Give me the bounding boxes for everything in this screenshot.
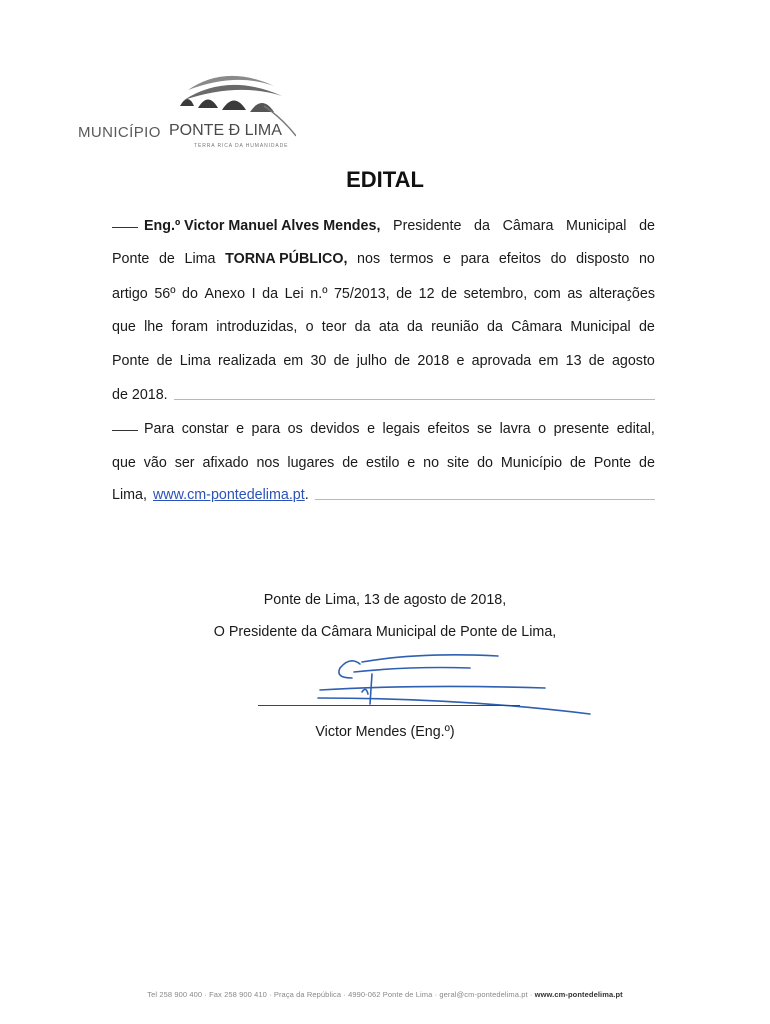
blank-line <box>112 419 138 431</box>
word: de <box>342 455 359 471</box>
logo-ponte-lima-text: PONTE Ð LIMA <box>169 122 282 139</box>
word: edital, <box>616 421 655 437</box>
word: reunião <box>431 319 479 335</box>
word: de <box>333 353 350 369</box>
paragraph1-line6 <box>112 385 655 405</box>
word: Municipal <box>566 218 627 234</box>
word: 2018 <box>417 353 450 369</box>
word: da <box>474 218 490 234</box>
word: setembro, <box>463 286 528 302</box>
word: Ponte <box>112 251 150 267</box>
handwritten-signature <box>300 648 600 724</box>
word: Ponte <box>593 455 632 471</box>
word: I <box>251 286 256 302</box>
word: introduzidas, <box>216 319 298 335</box>
paragraph1-line5 <box>112 351 655 371</box>
word: de <box>639 218 655 234</box>
word: efeitos <box>498 251 541 267</box>
word: para <box>251 421 281 437</box>
word: Câmara <box>502 218 554 234</box>
word: ser <box>174 455 195 471</box>
word: 30 <box>310 353 327 369</box>
word: realizada <box>218 353 277 369</box>
paragraph2-line3-suffix: . <box>304 487 309 503</box>
word: de <box>441 286 458 302</box>
word: e <box>236 421 245 437</box>
word: TORNA PÚBLICO, <box>225 251 348 267</box>
word: n.º <box>310 286 328 302</box>
word: Municipal <box>570 319 631 335</box>
word: da <box>354 319 371 335</box>
word: nos <box>357 251 381 267</box>
word: Presidente <box>393 218 462 234</box>
blank-line <box>112 216 138 228</box>
paragraph1-line1-words <box>144 216 655 236</box>
word: do <box>182 286 198 302</box>
word: 56º <box>154 286 176 302</box>
word: e <box>407 455 416 471</box>
word: Câmara <box>511 319 563 335</box>
footer-website[interactable]: www.cm-pontedelima.pt <box>534 990 623 999</box>
word: lugares <box>287 455 335 471</box>
paragraph1-line1 <box>112 216 655 236</box>
word: de <box>569 455 586 471</box>
word: agosto <box>611 353 655 369</box>
paragraph1-line6-text: de 2018. <box>112 387 168 403</box>
word: lavra <box>499 421 531 437</box>
paragraph1-line2 <box>112 249 655 269</box>
word: de <box>639 455 655 471</box>
word: de <box>156 353 173 369</box>
word: 75/2013, <box>333 286 390 302</box>
word: Lima <box>184 251 216 267</box>
document-title: EDITAL <box>346 167 424 192</box>
fill-line <box>315 487 655 500</box>
word: Município <box>500 455 563 471</box>
word: de <box>396 286 413 302</box>
footer <box>0 990 770 999</box>
paragraph2-line1 <box>112 419 655 439</box>
word: de <box>158 251 175 267</box>
paragraph2-line1-words <box>144 419 655 439</box>
word: afixado <box>202 455 249 471</box>
word: nos <box>256 455 280 471</box>
word: no <box>423 455 440 471</box>
word: da <box>406 319 423 335</box>
footer-contacts: Tel 258 900 400 · Fax 258 900 410 · Praça da República · 4990-062 Ponte de Lima · geral@cm-pontedelima.pt · <box>147 990 533 999</box>
paragraph1-line3 <box>112 284 655 304</box>
word: o <box>305 319 314 335</box>
word: da <box>487 319 503 335</box>
word: julho <box>356 353 387 369</box>
word: 13 <box>565 353 582 369</box>
word: o <box>538 421 547 437</box>
logo-municipio-text: MUNICÍPIO <box>78 124 161 141</box>
word: efeitos <box>427 421 470 437</box>
word: aprovada <box>471 353 532 369</box>
word: artigo <box>112 286 148 302</box>
word: do <box>477 455 493 471</box>
word: do <box>550 251 567 267</box>
word: e <box>443 251 451 267</box>
paragraph1-line4 <box>112 317 655 337</box>
word: as <box>567 286 583 302</box>
word: presente <box>553 421 610 437</box>
word: constar <box>181 421 229 437</box>
word: se <box>477 421 493 437</box>
word: no <box>638 251 655 267</box>
word: lhe <box>144 319 164 335</box>
word: em <box>538 353 559 369</box>
word: vão <box>143 455 167 471</box>
paragraph2-line3 <box>112 485 655 505</box>
paragraph2-line2 <box>112 453 655 473</box>
word: alterações <box>589 286 655 302</box>
word: termos <box>389 251 434 267</box>
word: de <box>588 353 605 369</box>
word: os <box>287 421 303 437</box>
word: em <box>283 353 304 369</box>
word: legais <box>382 421 420 437</box>
signature-line <box>258 705 520 706</box>
signer-name: Victor Mendes (Eng.º) <box>315 724 455 740</box>
website-link[interactable]: www.cm-pontedelima.pt <box>152 487 305 503</box>
word: da <box>262 286 279 302</box>
logo-tagline: TERRA RICA DA HUMANIDADE <box>194 143 289 149</box>
word: Lei <box>284 286 304 302</box>
word: Eng.º Victor Manuel Alves Mendes, <box>144 218 381 234</box>
word: que <box>112 319 136 335</box>
word: Anexo <box>204 286 246 302</box>
word: para <box>460 251 490 267</box>
word: foram <box>171 319 208 335</box>
word: com <box>533 286 561 302</box>
word: que <box>112 455 136 471</box>
word: ata <box>378 319 399 335</box>
word: Ponte <box>112 353 150 369</box>
place-and-date: Ponte de Lima, 13 de agosto de 2018, <box>263 592 507 608</box>
word: estilo <box>366 455 400 471</box>
word: e <box>456 353 465 369</box>
word: disposto <box>576 251 630 267</box>
word: 12 <box>418 286 435 302</box>
word: de <box>394 353 411 369</box>
word: devidos <box>310 421 360 437</box>
word: teor <box>321 319 347 335</box>
word: site <box>446 455 470 471</box>
word: Lima <box>179 353 211 369</box>
word: Para <box>144 421 175 437</box>
paragraph2-line3-prefix: Lima, <box>112 487 147 503</box>
signer-role: O Presidente da Câmara Municipal de Ponte de Lima, <box>213 624 557 640</box>
word: e <box>367 421 376 437</box>
word: de <box>638 319 655 335</box>
fill-line <box>174 387 655 400</box>
